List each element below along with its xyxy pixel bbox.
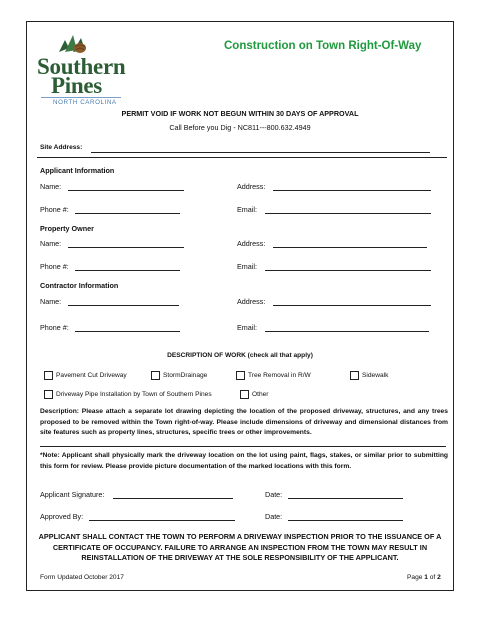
page-total: 2 [437,574,441,581]
contractor-address-label: Address: [237,297,266,306]
form-updated: Form Updated October 2017 [40,574,124,581]
approved-by-label: Approved By: [40,512,84,521]
site-address-label: Site Address: [40,144,83,151]
call-notice: Call Before you Dig - NC811---800.632.4949 [169,123,311,132]
owner-name-label: Name: [40,239,62,248]
applicant-date-field[interactable] [288,489,403,499]
applicant-signature-field[interactable] [113,489,233,499]
owner-name-field[interactable] [68,238,184,248]
applicant-name-label: Name: [40,182,62,191]
page-prefix: Page [407,574,425,581]
owner-email-field[interactable] [265,261,431,271]
page-number: 1 [424,574,428,581]
checkbox-sidewalk[interactable] [350,371,359,380]
contractor-email-label: Email: [237,323,257,332]
owner-email-label: Email: [237,262,257,271]
logo-divider [41,97,121,98]
checkbox-tree-removal[interactable] [236,371,245,380]
option-storm-drainage: StormDrainage [163,372,208,379]
approved-date-field[interactable] [288,511,403,521]
applicant-email-label: Email: [237,205,257,214]
contractor-email-field[interactable] [265,322,429,332]
option-driveway-pipe: Driveway Pipe Installation by Town of Southern Pines [56,391,212,398]
work-heading: DESCRIPTION OF WORK (check all that apply) [167,352,313,359]
pinecone-icon [55,32,95,54]
owner-phone-field[interactable] [75,261,180,271]
page-title: Construction on Town Right-Of-Way [224,40,422,52]
contractor-name-field[interactable] [68,296,179,306]
logo-text-southern: Southern [37,54,126,79]
option-other: Other [252,391,269,398]
logo-subtitle: NORTH CAROLINA [53,99,117,106]
logo-text-pines: Pines [51,73,102,98]
owner-address-field[interactable] [273,238,427,248]
option-sidewalk: Sidewalk [362,372,389,379]
contractor-name-label: Name: [40,297,62,306]
approved-by-field[interactable] [89,511,235,521]
contractor-heading: Contractor Information [40,281,119,290]
checkbox-other[interactable] [240,390,249,399]
inspection-notice: APPLICANT SHALL CONTACT THE TOWN TO PERFORM A DRIVEWAY INSPECTION PRIOR TO THE ISSUANCE OF A CERTIFICATE OF OCCUPANCY. FAILURE TO ARRANGE AN INSPECTION FROM THE TOWN MAY RESULT IN REINSTALLATION OF THE DRIVEWAY AT THE SOLE RESPONSIBILITY OF THE APPLICANT. [38,532,442,562]
description-rule [40,446,446,447]
town-logo [37,30,127,106]
applicant-heading: Applicant Information [40,166,115,175]
applicant-date-label: Date: [265,490,283,499]
site-address-field[interactable] [91,143,430,153]
applicant-signature-label: Applicant Signature: [40,490,105,499]
page-of: of [427,574,438,581]
applicant-address-field[interactable] [273,181,431,191]
option-tree-removal: Tree Removal in R/W [248,372,311,379]
applicant-phone-label: Phone #: [40,205,69,214]
approved-date-label: Date: [265,512,283,521]
option-pavement-cut: Pavement Cut Driveway [56,372,127,379]
form-border [26,21,454,591]
contractor-phone-field[interactable] [75,322,180,332]
description-text: Description: Please attach a separate lot drawing depicting the location of the proposed driveway, structures, and any trees proposed to be removed within the Town right-of-way. Please include dimensions of driveway and dimensional distances from site features such as property lines, structures, specific trees or other improvements. [40,408,448,436]
owner-address-label: Address: [237,239,266,248]
owner-phone-label: Phone #: [40,262,69,271]
checkbox-storm-drainage[interactable] [151,371,160,380]
page-indicator [407,574,441,581]
owner-heading: Property Owner [40,224,94,233]
applicant-name-field[interactable] [68,181,184,191]
applicant-address-label: Address: [237,182,266,191]
applicant-phone-field[interactable] [75,204,180,214]
checkbox-driveway-pipe[interactable] [44,390,53,399]
contractor-phone-label: Phone #: [40,323,69,332]
note-text: *Note: Applicant shall physically mark the driveway location on the lot using paint, flags, stakes, or similar prior to submitting this form for review. Please provide picture documentation of the marked locations with this form. [40,452,448,470]
contractor-address-field[interactable] [273,296,431,306]
permit-notice: PERMIT VOID IF WORK NOT BEGUN WITHIN 30 DAYS OF APPROVAL [121,109,359,118]
checkbox-pavement-cut[interactable] [44,371,53,380]
applicant-email-field[interactable] [265,204,431,214]
divider [37,157,447,158]
